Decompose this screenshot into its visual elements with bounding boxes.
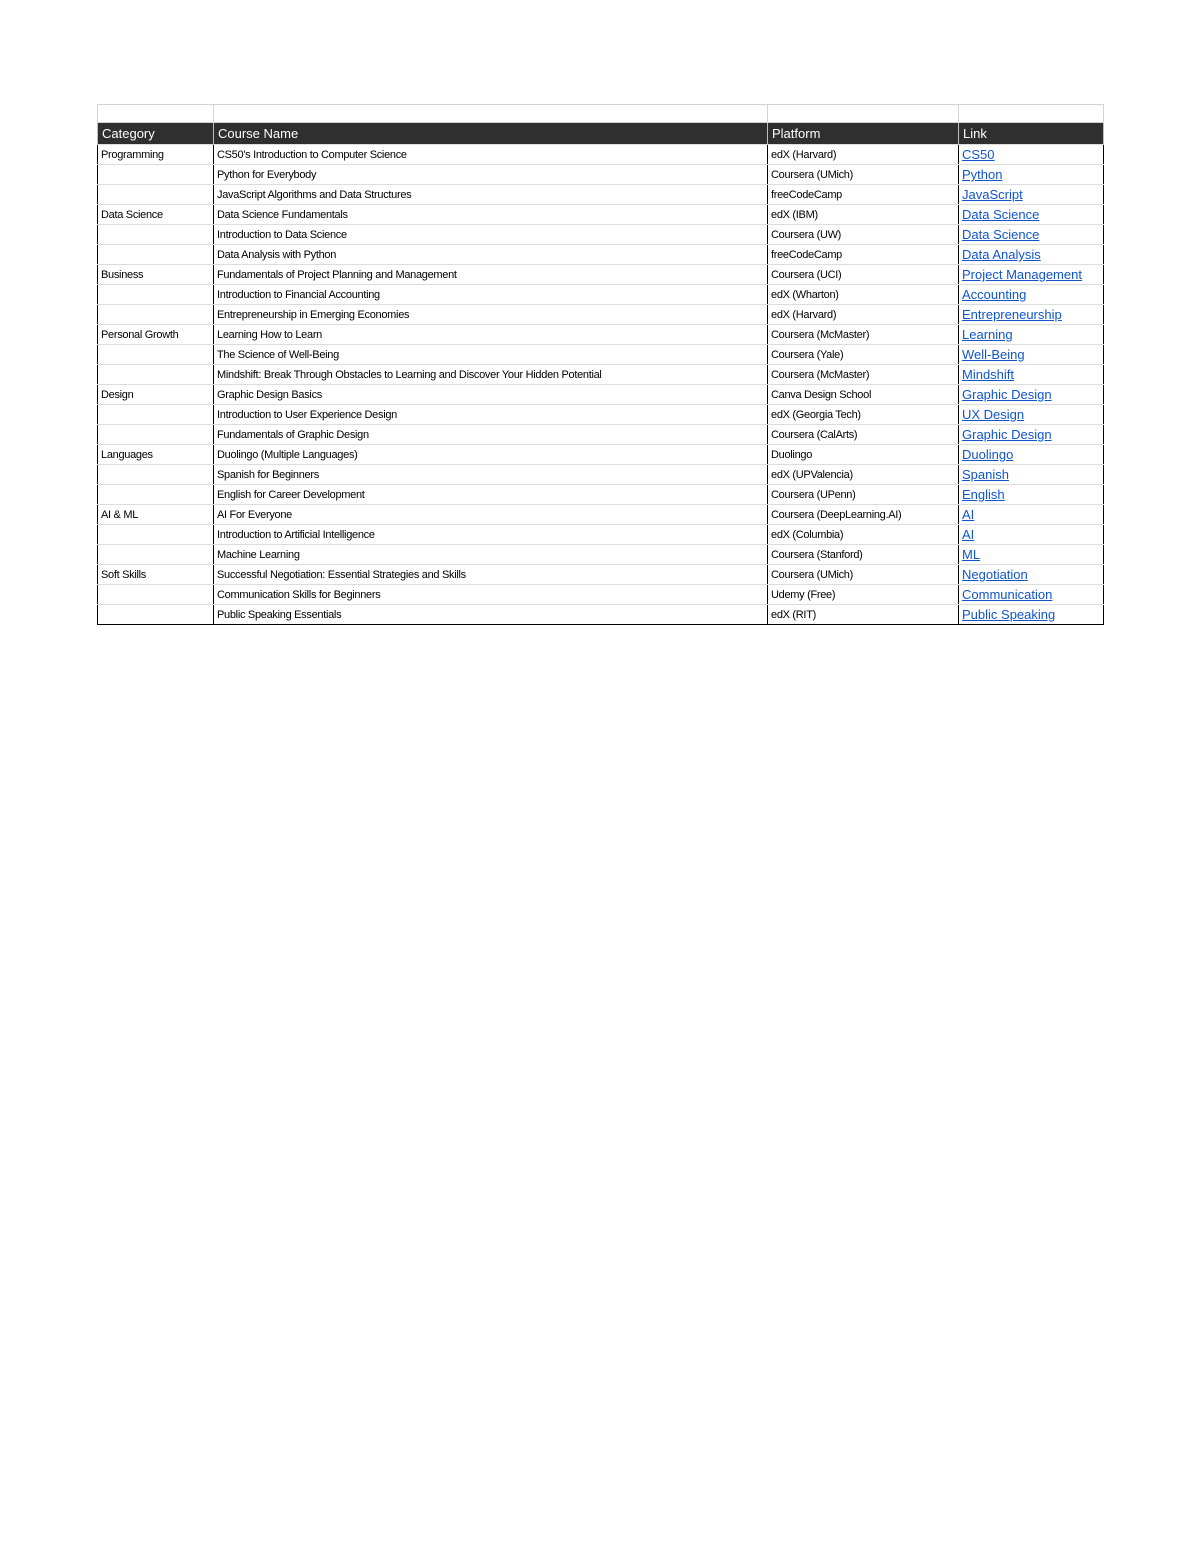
course-link[interactable]: Learning <box>962 327 1013 342</box>
table-row <box>98 165 1104 185</box>
table-row <box>98 525 1104 545</box>
category-cell <box>98 545 214 565</box>
category-cell <box>98 365 214 385</box>
category-cell: Design <box>98 385 214 405</box>
link-cell <box>959 565 1104 585</box>
category-cell: Personal Growth <box>98 325 214 345</box>
course-link[interactable]: English <box>962 487 1005 502</box>
course-link[interactable]: Data Science <box>962 207 1040 222</box>
table-row <box>98 245 1104 265</box>
platform-cell: Udemy (Free) <box>768 585 959 605</box>
table-row <box>98 425 1104 445</box>
course-name-cell: Introduction to Data Science <box>214 225 768 245</box>
link-cell <box>959 505 1104 525</box>
category-cell <box>98 225 214 245</box>
course-link[interactable]: Project Management <box>962 267 1082 282</box>
platform-cell: Coursera (McMaster) <box>768 365 959 385</box>
platform-cell: freeCodeCamp <box>768 245 959 265</box>
table-row <box>98 225 1104 245</box>
blank-cell <box>959 105 1104 123</box>
platform-cell: Coursera (CalArts) <box>768 425 959 445</box>
course-link[interactable]: AI <box>962 527 975 542</box>
course-link[interactable]: Communication <box>962 587 1053 602</box>
platform-cell: edX (Wharton) <box>768 285 959 305</box>
course-name-cell: Introduction to User Experience Design <box>214 405 768 425</box>
table-row <box>98 465 1104 485</box>
course-link[interactable]: ML <box>962 547 981 562</box>
table-row <box>98 445 1104 465</box>
course-name-cell: Fundamentals of Graphic Design <box>214 425 768 445</box>
course-link[interactable]: Data Analysis <box>962 247 1041 262</box>
table-row <box>98 365 1104 385</box>
link-cell <box>959 425 1104 445</box>
header-category: Category <box>98 123 214 145</box>
course-link[interactable]: Graphic Design <box>962 427 1052 442</box>
blank-row <box>98 105 1104 123</box>
platform-cell: freeCodeCamp <box>768 185 959 205</box>
course-name-cell: CS50's Introduction to Computer Science <box>214 145 768 165</box>
link-cell <box>959 165 1104 185</box>
platform-cell: edX (Georgia Tech) <box>768 405 959 425</box>
course-name-cell: Python for Everybody <box>214 165 768 185</box>
course-name-cell: Data Analysis with Python <box>214 245 768 265</box>
link-cell <box>959 265 1104 285</box>
header-platform: Platform <box>768 123 959 145</box>
course-name-cell: Fundamentals of Project Planning and Management <box>214 265 768 285</box>
table-row <box>98 325 1104 345</box>
header-course-name: Course Name <box>214 123 768 145</box>
platform-cell: Coursera (Yale) <box>768 345 959 365</box>
platform-cell: Coursera (UW) <box>768 225 959 245</box>
link-cell <box>959 345 1104 365</box>
course-link[interactable]: Data Science <box>962 227 1040 242</box>
category-cell <box>98 165 214 185</box>
link-cell <box>959 445 1104 465</box>
course-name-cell: Introduction to Artificial Intelligence <box>214 525 768 545</box>
course-name-cell: Learning How to Learn <box>214 325 768 345</box>
table-row <box>98 205 1104 225</box>
category-cell <box>98 345 214 365</box>
link-cell <box>959 285 1104 305</box>
category-cell: Languages <box>98 445 214 465</box>
platform-cell: edX (Harvard) <box>768 305 959 325</box>
course-link[interactable]: Python <box>962 167 1003 182</box>
course-name-cell: JavaScript Algorithms and Data Structures <box>214 185 768 205</box>
platform-cell: edX (Columbia) <box>768 525 959 545</box>
category-cell <box>98 245 214 265</box>
table-row <box>98 485 1104 505</box>
course-link[interactable]: AI <box>962 507 975 522</box>
header-row <box>98 123 1104 145</box>
category-cell <box>98 605 214 625</box>
table-row <box>98 305 1104 325</box>
category-cell <box>98 525 214 545</box>
course-name-cell: Graphic Design Basics <box>214 385 768 405</box>
platform-cell: edX (UPValencia) <box>768 465 959 485</box>
link-cell <box>959 245 1104 265</box>
platform-cell: Coursera (UCI) <box>768 265 959 285</box>
link-cell <box>959 405 1104 425</box>
platform-cell: Coursera (DeepLearning.AI) <box>768 505 959 525</box>
link-cell <box>959 385 1104 405</box>
course-name-cell: Introduction to Financial Accounting <box>214 285 768 305</box>
category-cell <box>98 425 214 445</box>
course-name-cell: Machine Learning <box>214 545 768 565</box>
course-link[interactable]: Negotiation <box>962 567 1028 582</box>
course-link[interactable]: Graphic Design <box>962 387 1052 402</box>
link-cell <box>959 145 1104 165</box>
platform-cell: Canva Design School <box>768 385 959 405</box>
category-cell <box>98 285 214 305</box>
course-table <box>97 104 1104 625</box>
course-link[interactable]: UX Design <box>962 407 1025 422</box>
table-row <box>98 385 1104 405</box>
course-link[interactable]: Duolingo <box>962 447 1014 462</box>
course-link[interactable]: Well-Being <box>962 347 1025 362</box>
course-name-cell: Public Speaking Essentials <box>214 605 768 625</box>
link-cell <box>959 465 1104 485</box>
course-link[interactable]: Mindshift <box>962 367 1015 382</box>
category-cell <box>98 585 214 605</box>
link-cell <box>959 305 1104 325</box>
course-name-cell: Entrepreneurship in Emerging Economies <box>214 305 768 325</box>
platform-cell: Coursera (UMich) <box>768 565 959 585</box>
course-link[interactable]: Accounting <box>962 287 1027 302</box>
course-link[interactable]: JavaScript <box>962 187 1023 202</box>
link-cell <box>959 525 1104 545</box>
link-cell <box>959 205 1104 225</box>
table-row <box>98 605 1104 625</box>
link-cell <box>959 325 1104 345</box>
table-row <box>98 565 1104 585</box>
table-row <box>98 405 1104 425</box>
category-cell <box>98 405 214 425</box>
table-body <box>98 145 1104 625</box>
link-cell <box>959 185 1104 205</box>
table-row <box>98 265 1104 285</box>
course-name-cell: Successful Negotiation: Essential Strategies and Skills <box>214 565 768 585</box>
link-cell <box>959 485 1104 505</box>
link-cell <box>959 365 1104 385</box>
platform-cell: edX (IBM) <box>768 205 959 225</box>
category-cell: Soft Skills <box>98 565 214 585</box>
table-row <box>98 545 1104 565</box>
category-cell <box>98 485 214 505</box>
platform-cell: edX (Harvard) <box>768 145 959 165</box>
course-name-cell: Data Science Fundamentals <box>214 205 768 225</box>
link-cell <box>959 225 1104 245</box>
course-name-cell: Communication Skills for Beginners <box>214 585 768 605</box>
link-cell <box>959 585 1104 605</box>
header-link: Link <box>959 123 1104 145</box>
category-cell: Programming <box>98 145 214 165</box>
blank-cell <box>214 105 768 123</box>
platform-cell: edX (RIT) <box>768 605 959 625</box>
course-name-cell: Spanish for Beginners <box>214 465 768 485</box>
table-row <box>98 345 1104 365</box>
category-cell: AI & ML <box>98 505 214 525</box>
table-row <box>98 185 1104 205</box>
category-cell: Data Science <box>98 205 214 225</box>
platform-cell: Coursera (Stanford) <box>768 545 959 565</box>
table-row <box>98 285 1104 305</box>
course-name-cell: Mindshift: Break Through Obstacles to Learning and Discover Your Hidden Potential <box>214 365 768 385</box>
table-row <box>98 585 1104 605</box>
category-cell <box>98 305 214 325</box>
course-link[interactable]: Public Speaking <box>962 607 1056 622</box>
course-link[interactable]: CS50 <box>962 147 995 162</box>
category-cell <box>98 465 214 485</box>
course-name-cell: English for Career Development <box>214 485 768 505</box>
course-link[interactable]: Entrepreneurship <box>962 307 1062 322</box>
blank-cell <box>768 105 959 123</box>
table-row <box>98 505 1104 525</box>
platform-cell: Duolingo <box>768 445 959 465</box>
category-cell: Business <box>98 265 214 285</box>
platform-cell: Coursera (UMich) <box>768 165 959 185</box>
table-row <box>98 145 1104 165</box>
platform-cell: Coursera (McMaster) <box>768 325 959 345</box>
blank-cell <box>98 105 214 123</box>
category-cell <box>98 185 214 205</box>
course-name-cell: AI For Everyone <box>214 505 768 525</box>
course-name-cell: The Science of Well-Being <box>214 345 768 365</box>
platform-cell: Coursera (UPenn) <box>768 485 959 505</box>
course-name-cell: Duolingo (Multiple Languages) <box>214 445 768 465</box>
link-cell <box>959 605 1104 625</box>
course-link[interactable]: Spanish <box>962 467 1009 482</box>
link-cell <box>959 545 1104 565</box>
